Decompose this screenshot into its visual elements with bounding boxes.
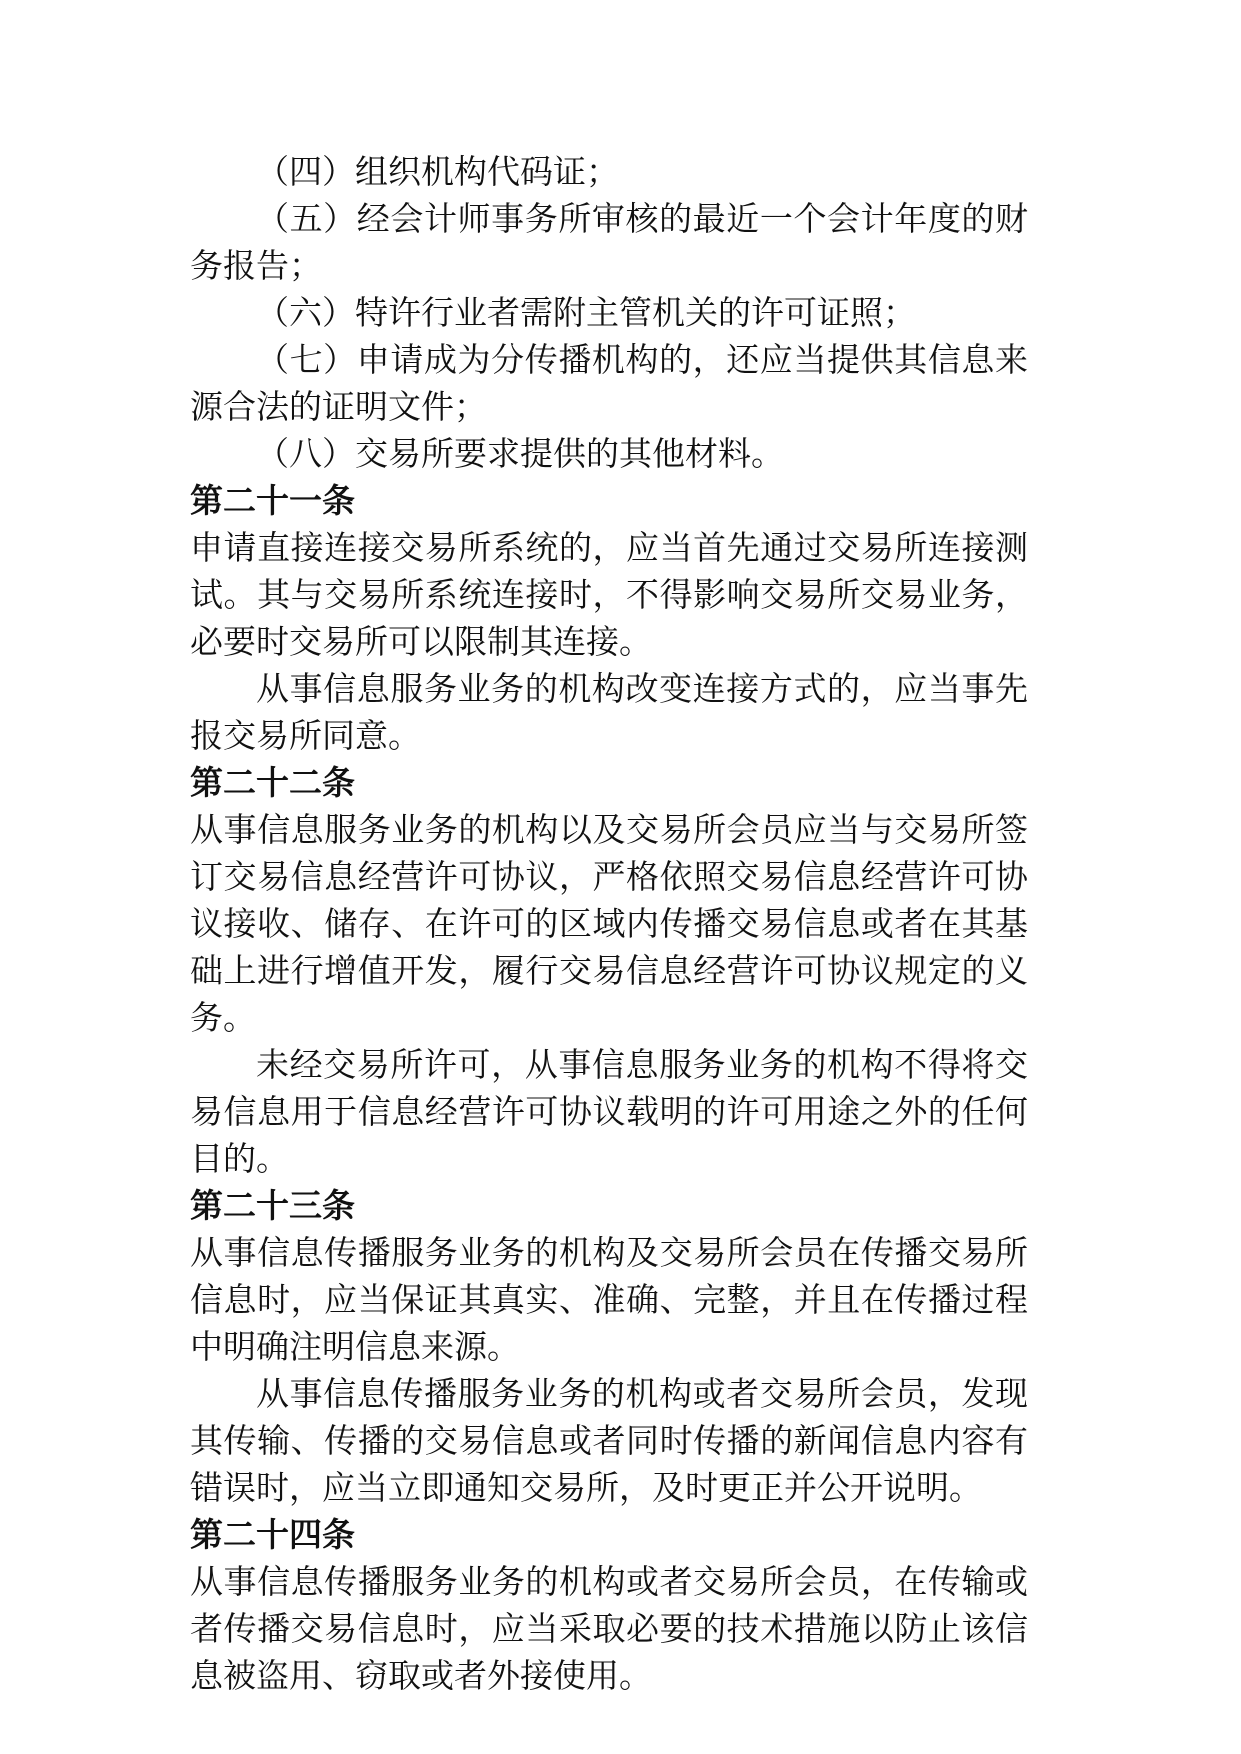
item-8: （八）交易所要求提供的其他材料。 [256, 434, 784, 473]
item-6: （六）特许行业者需附主管机关的许可证照； [256, 293, 916, 332]
article-23-title: 第二十三条 [190, 1186, 355, 1225]
article-24-title: 第二十四条 [190, 1515, 355, 1554]
article-23-paragraph-2: 从事信息传播服务业务的机构或者交易所会员，发现其传输、传播的交易信息或者同时传播的新闻信息内容有错误时，应当立即通知交易所，及时更正并公开说明。 [190, 1374, 1028, 1507]
article-22-paragraph-1: 从事信息服务业务的机构以及交易所会员应当与交易所签订交易信息经营许可协议，严格依照交易信息经营许可协议接收、储存、在许可的区域内传播交易信息或者在其基础上进行增值开发，履行交易信息经营许可协议规定的义务。 [190, 810, 1028, 1037]
article-21-title: 第二十一条 [190, 481, 355, 520]
document-page [190, 148, 1028, 1699]
article-22-paragraph-2: 未经交易所许可，从事信息服务业务的机构不得将交易信息用于信息经营许可协议载明的许可用途之外的任何目的。 [190, 1045, 1028, 1178]
article-21-paragraph-1: 申请直接连接交易所系统的，应当首先通过交易所连接测试。其与交易所系统连接时，不得影响交易所交易业务，必要时交易所可以限制其连接。 [190, 528, 1028, 661]
article-21-paragraph-2: 从事信息服务业务的机构改变连接方式的，应当事先报交易所同意。 [190, 669, 1028, 755]
article-23-paragraph-1: 从事信息传播服务业务的机构及交易所会员在传播交易所信息时，应当保证其真实、准确、完整，并且在传播过程中明确注明信息来源。 [190, 1233, 1028, 1366]
article-22-title: 第二十二条 [190, 763, 355, 802]
item-7: （七）申请成为分传播机构的，还应当提供其信息来源合法的证明文件； [190, 340, 1028, 426]
item-5: （五）经会计师事务所审核的最近一个会计年度的财务报告； [190, 199, 1028, 285]
article-24-paragraph-1: 从事信息传播服务业务的机构或者交易所会员，在传输或者传播交易信息时，应当采取必要的技术措施以防止该信息被盗用、窃取或者外接使用。 [190, 1562, 1028, 1695]
item-4: （四）组织机构代码证； [256, 152, 619, 191]
